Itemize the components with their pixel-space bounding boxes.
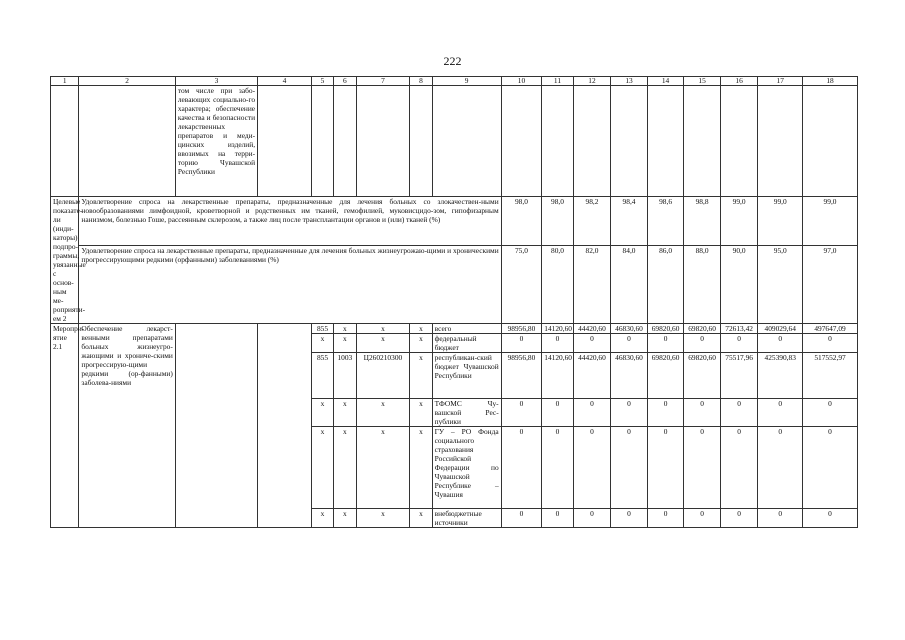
finance-value: 409029,64 [758, 324, 803, 334]
empty-cell [175, 324, 257, 528]
finance-value: 0 [647, 509, 684, 528]
finance-value: 98956,80 [501, 353, 542, 399]
indicator-value: 80,0 [542, 245, 573, 323]
indicator-value: 98,4 [611, 197, 648, 246]
finance-value: 0 [647, 399, 684, 427]
finance-value: 0 [684, 509, 721, 528]
indicator-value: 99,0 [720, 197, 758, 246]
finance-value: 46830,60 [611, 324, 648, 334]
finance-value: 0 [803, 509, 858, 528]
empty-cell [258, 86, 312, 197]
table-row [51, 86, 858, 197]
empty-cell [334, 86, 356, 197]
empty-cell [51, 86, 79, 197]
finance-value: 98956,80 [501, 324, 542, 334]
finance-value: 0 [758, 334, 803, 353]
finance-value: 0 [542, 427, 573, 509]
column-number: 17 [758, 77, 803, 86]
finance-value: 0 [647, 334, 684, 353]
budget-code-grbs: х [311, 427, 333, 509]
finance-value: 0 [611, 334, 648, 353]
empty-cell [684, 86, 721, 197]
empty-cell [803, 86, 858, 197]
finance-value: 72613,42 [720, 324, 758, 334]
finance-value: 0 [611, 399, 648, 427]
budget-code-grbs: 855 [311, 324, 333, 334]
budget-code-type: х [410, 353, 432, 399]
budget-code-type: х [410, 334, 432, 353]
finance-value: 0 [542, 334, 573, 353]
finance-value: 0 [684, 399, 721, 427]
finance-value: 0 [573, 509, 611, 528]
program-table [50, 76, 858, 528]
column-number: 7 [356, 77, 410, 86]
indicator-value: 99,0 [803, 197, 858, 246]
finance-value: 0 [758, 509, 803, 528]
finance-value: 0 [758, 399, 803, 427]
funding-source: ГУ – РО Фонда социального страхования Российской Федерации по Чувашской Республике – Чувашия [432, 427, 501, 509]
finance-value: 497647,09 [803, 324, 858, 334]
indicator-value: 99,0 [758, 197, 803, 246]
empty-cell [258, 324, 312, 528]
indicator-value: 98,0 [542, 197, 573, 246]
indicator-value: 86,0 [647, 245, 684, 323]
targets-label: Целевые показате-ли (инди-каторы) подпро-граммы, увязанные с основ-ным ме-роприяти-ем 2 [51, 197, 79, 324]
column-number: 16 [720, 77, 758, 86]
funding-source: федеральный бюджет [432, 334, 501, 353]
budget-code-target: х [356, 509, 410, 528]
finance-value: 0 [542, 509, 573, 528]
column-number: 13 [611, 77, 648, 86]
budget-code-section: х [334, 324, 356, 334]
indicator-value: 84,0 [611, 245, 648, 323]
finance-value: 0 [684, 427, 721, 509]
measure-name: Обеспечение лекарст-венными препаратами больных жизнеугро-жающими и хрониче-скими прогрессирую-щими редкими (ор-фанными) заболева-ниями [79, 324, 175, 528]
finance-value: 0 [720, 334, 758, 353]
budget-code-grbs: х [311, 509, 333, 528]
empty-cell [432, 86, 501, 197]
column-number: 9 [432, 77, 501, 86]
finance-value: 0 [684, 334, 721, 353]
budget-code-section: х [334, 509, 356, 528]
finance-value: 0 [573, 399, 611, 427]
finance-value: 44420,60 [573, 353, 611, 399]
empty-cell [611, 86, 648, 197]
finance-value: 69820,60 [647, 353, 684, 399]
column-number: 18 [803, 77, 858, 86]
funding-source: ТФОМС Чу-вашской Рес-публики [432, 399, 501, 427]
indicator-value: 97,0 [803, 245, 858, 323]
finance-value: 0 [611, 509, 648, 528]
column-number: 2 [79, 77, 175, 86]
finance-value: 0 [720, 427, 758, 509]
finance-value: 0 [542, 399, 573, 427]
indicator-value: 88,0 [684, 245, 721, 323]
indicator-value: 90,0 [720, 245, 758, 323]
finance-value: 517552,97 [803, 353, 858, 399]
indicator-value: 75,0 [501, 245, 542, 323]
page-number: 222 [443, 54, 462, 68]
finance-value: 14120,60 [542, 353, 573, 399]
finance-value: 0 [720, 399, 758, 427]
budget-code-section: х [334, 334, 356, 353]
empty-cell [647, 86, 684, 197]
budget-code-section: х [334, 427, 356, 509]
finance-value: 0 [647, 427, 684, 509]
finance-value: 0 [758, 427, 803, 509]
column-number: 14 [647, 77, 684, 86]
header-row [51, 77, 858, 86]
finance-value: 0 [573, 334, 611, 353]
indicator-value: 98,8 [684, 197, 721, 246]
empty-cell [720, 86, 758, 197]
empty-cell [311, 86, 333, 197]
funding-source: республикан-ский бюджет Чувашской Республики [432, 353, 501, 399]
indicator-row [51, 245, 858, 323]
budget-code-grbs: х [311, 399, 333, 427]
empty-cell [758, 86, 803, 197]
funding-source: внебюджетные источники [432, 509, 501, 528]
column-number: 5 [311, 77, 333, 86]
finance-value: 69820,60 [647, 324, 684, 334]
finance-value: 425390,83 [758, 353, 803, 399]
finance-value: 44420,60 [573, 324, 611, 334]
funding-source: всего [432, 324, 501, 334]
column-number: 15 [684, 77, 721, 86]
empty-cell [356, 86, 410, 197]
indicator-value: 95,0 [758, 245, 803, 323]
budget-code-target: х [356, 324, 410, 334]
column-number: 1 [51, 77, 79, 86]
budget-code-type: х [410, 324, 432, 334]
budget-code-type: х [410, 427, 432, 509]
measure-label: Меропри-ятие 2.1 [51, 324, 79, 528]
finance-value: 0 [573, 427, 611, 509]
column-number: 10 [501, 77, 542, 86]
finance-value: 46830,60 [611, 353, 648, 399]
column-number: 4 [258, 77, 312, 86]
indicator-value: 98,0 [501, 197, 542, 246]
budget-code-target: Ц260210300 [356, 353, 410, 399]
finance-value: 14120,60 [542, 324, 573, 334]
finance-row [51, 324, 858, 334]
indicator-text: Удовлетворение спроса на лекарственные препараты, предназначенные для лечения больных со злокачествен-ными новообразованиями лимфоидной, кроветворной и родственных им тканей, гемофилией, муковисцидо-зом, гипофизарным нанизмом, болезнью Гоше, рассеянным склерозом, а также лиц после трансплантации органов и (или) тканей (%) [79, 197, 501, 246]
budget-code-section: х [334, 399, 356, 427]
empty-cell [79, 86, 175, 197]
finance-value: 0 [803, 399, 858, 427]
finance-value: 0 [611, 427, 648, 509]
indicator-value: 98,2 [573, 197, 611, 246]
budget-code-target: х [356, 334, 410, 353]
finance-value: 69820,60 [684, 353, 721, 399]
column-number: 3 [175, 77, 257, 86]
budget-code-target: х [356, 399, 410, 427]
column-number: 12 [573, 77, 611, 86]
finance-value: 0 [501, 509, 542, 528]
budget-code-section: 1003 [334, 353, 356, 399]
indicator-text: Удовлетворение спроса на лекарственные препараты, предназначенные для лечения больных жизнеугрожаю-щими и хроническими прогрессирующими редкими (орфанными) заболеваниями (%) [79, 245, 501, 323]
indicator-row [51, 197, 858, 246]
budget-code-grbs: х [311, 334, 333, 353]
finance-value: 75517,96 [720, 353, 758, 399]
empty-cell [501, 86, 542, 197]
budget-code-type: х [410, 509, 432, 528]
finance-value: 0 [803, 334, 858, 353]
finance-value: 0 [501, 334, 542, 353]
finance-value: 0 [501, 427, 542, 509]
finance-value: 0 [720, 509, 758, 528]
finance-value: 69820,60 [684, 324, 721, 334]
empty-cell [573, 86, 611, 197]
column-number: 11 [542, 77, 573, 86]
finance-value: 0 [501, 399, 542, 427]
budget-code-target: х [356, 427, 410, 509]
finance-value: 0 [803, 427, 858, 509]
empty-cell [410, 86, 432, 197]
column-number: 8 [410, 77, 432, 86]
budget-code-type: х [410, 399, 432, 427]
column-number: 6 [334, 77, 356, 86]
indicator-value: 82,0 [573, 245, 611, 323]
continued-text: том числе при забо-левающих социально-го характера; обеспечение качества и безопасности лекарственных препаратов и меди-цинских изделий, ввозимых на терри-торию Чувашской Республики [175, 86, 257, 197]
indicator-value: 98,6 [647, 197, 684, 246]
budget-code-grbs: 855 [311, 353, 333, 399]
empty-cell [542, 86, 573, 197]
